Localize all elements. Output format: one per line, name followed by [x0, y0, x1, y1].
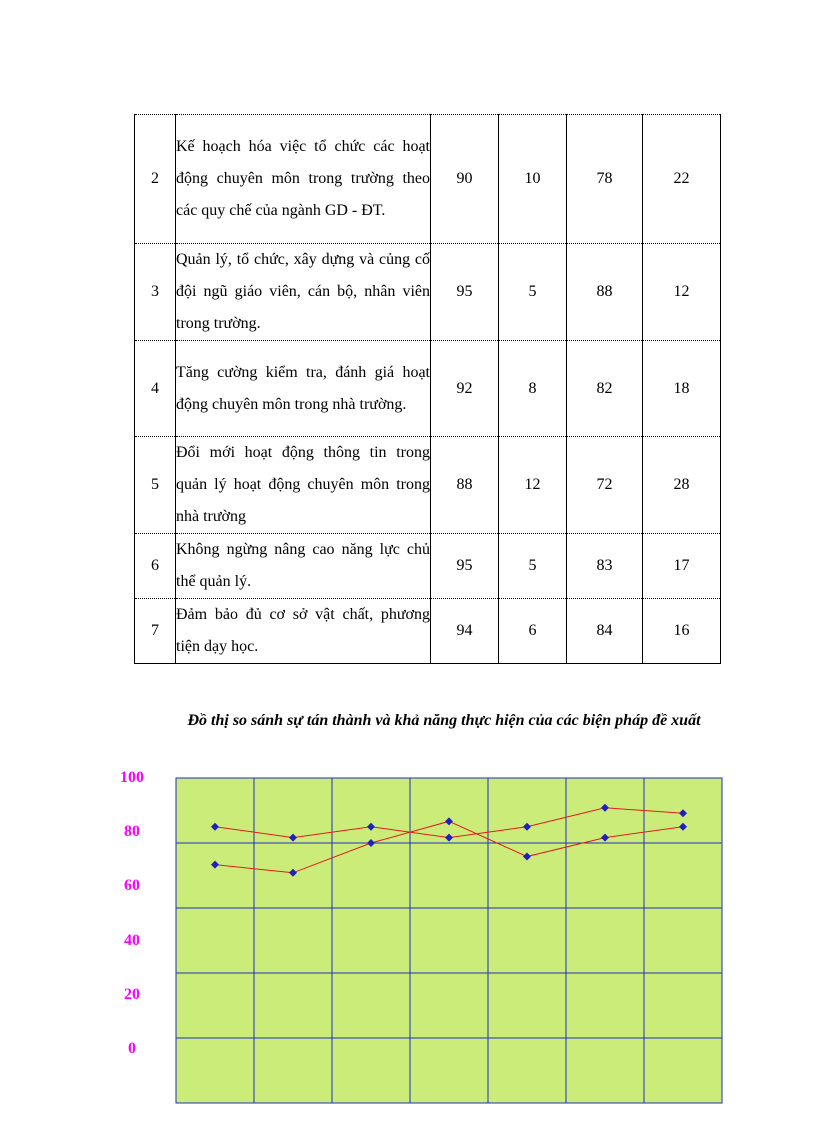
value-cell: 95	[431, 534, 499, 599]
value-cell: 92	[431, 341, 499, 437]
measure-description: Tăng cường kiểm tra, đánh giá hoạt động chuyên môn trong nhà trường.	[176, 341, 431, 437]
chart-title: Đồ thị so sánh sự tán thành và khả năng thực hiện của các biện pháp đề xuất	[187, 712, 701, 729]
value-cell: 28	[643, 437, 721, 534]
value-cell: 90	[431, 115, 499, 244]
y-tick-label: 0	[128, 1039, 136, 1057]
value-cell: 17	[643, 534, 721, 599]
measure-description: Kế hoạch hóa việc tổ chức các hoạt động chuyên môn trong trường theo các quy chế của ngành GD - ĐT.	[176, 115, 431, 244]
value-cell: 12	[499, 437, 567, 534]
value-cell: 83	[567, 534, 643, 599]
plot-area	[176, 778, 722, 1103]
measure-description: Đảm bảo đủ cơ sở vật chất, phương tiện dạy học.	[176, 599, 431, 664]
value-cell: 88	[431, 437, 499, 534]
y-tick-label: 80	[124, 823, 140, 841]
value-cell: 6	[499, 599, 567, 664]
value-cell: 72	[567, 437, 643, 534]
row-number: 6	[135, 534, 176, 599]
value-cell: 84	[567, 599, 643, 664]
measure-description: Đổi mới hoạt động thông tin trong quản lý hoạt động chuyên môn trong nhà trường	[176, 437, 431, 534]
value-cell: 18	[643, 341, 721, 437]
value-cell: 94	[431, 599, 499, 664]
y-tick-label: 40	[124, 931, 140, 949]
value-cell: 22	[643, 115, 721, 244]
value-cell: 10	[499, 115, 567, 244]
row-number: 4	[135, 341, 176, 437]
row-number: 2	[135, 115, 176, 244]
row-number: 7	[135, 599, 176, 664]
y-tick-label: 100	[120, 769, 144, 786]
y-tick-label: 60	[124, 877, 140, 895]
value-cell: 88	[567, 244, 643, 341]
row-number: 3	[135, 244, 176, 341]
value-cell: 5	[499, 244, 567, 341]
value-cell: 12	[643, 244, 721, 341]
row-number: 5	[135, 437, 176, 534]
measure-description: Không ngừng nâng cao năng lực chủ thể quản lý.	[176, 534, 431, 599]
value-cell: 8	[499, 341, 567, 437]
value-cell: 95	[431, 244, 499, 341]
value-cell: 5	[499, 534, 567, 599]
value-cell: 78	[567, 115, 643, 244]
y-tick-label: 20	[124, 985, 140, 1003]
measure-description: Quản lý, tổ chức, xây dựng và củng cố đội ngũ giáo viên, cán bộ, nhân viên trong trường.	[176, 244, 431, 341]
value-cell: 82	[567, 341, 643, 437]
value-cell: 16	[643, 599, 721, 664]
